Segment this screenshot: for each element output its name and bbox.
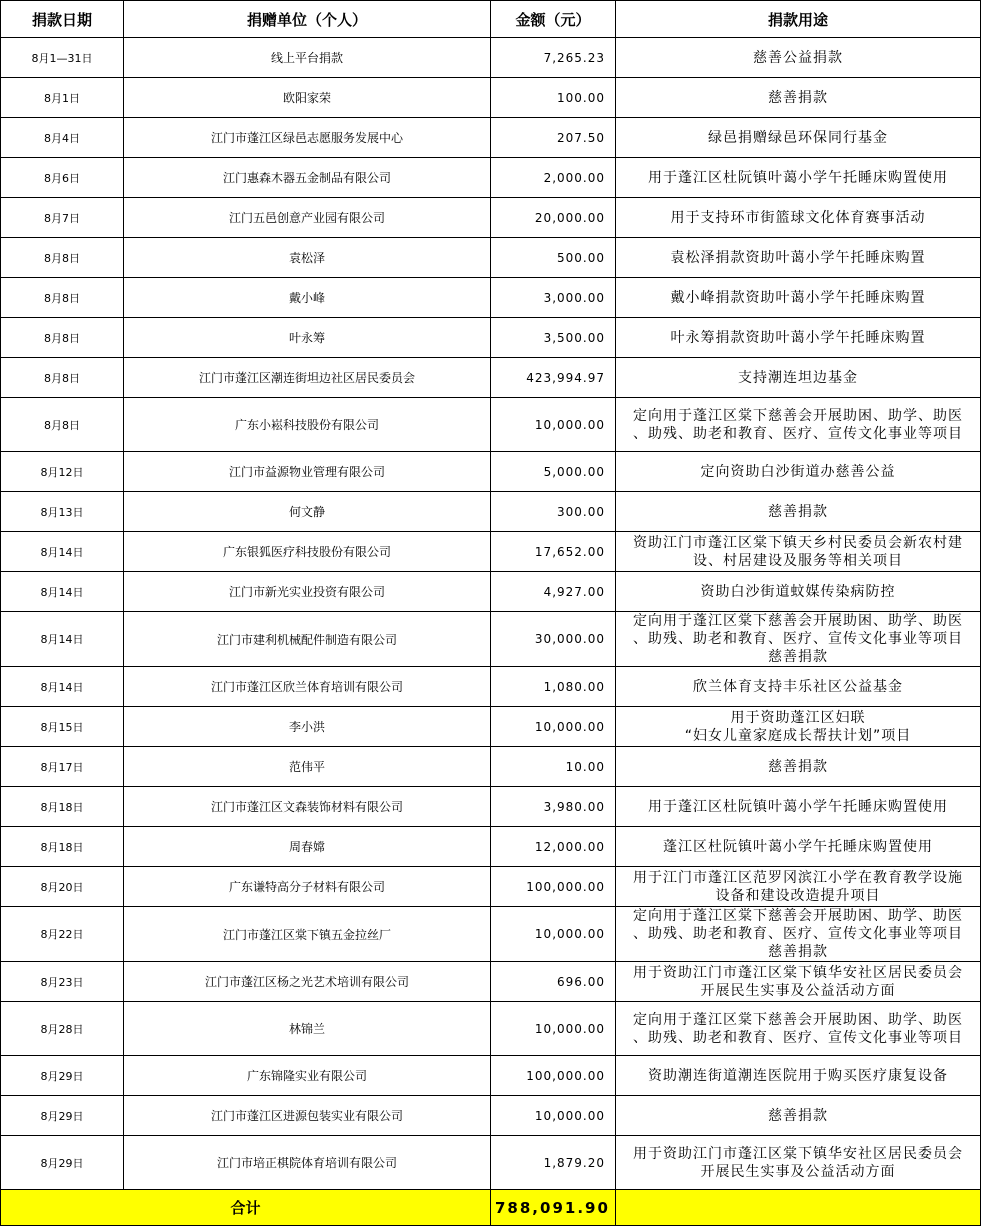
row-amount: 12,000.00 [491, 827, 616, 867]
table-row [1, 1002, 981, 1056]
row-donor: 欧阳家荣 [124, 78, 491, 118]
row-amount: 696.00 [491, 962, 616, 1002]
header-purpose: 捐款用途 [616, 1, 981, 38]
row-date: 8月17日 [1, 747, 124, 787]
table-row [1, 707, 981, 747]
total-amount: 788,091.90 [491, 1190, 616, 1226]
table-row [1, 158, 981, 198]
row-donor: 江门市蓬江区文森装饰材料有限公司 [124, 787, 491, 827]
row-purpose: 慈善公益捐款 [616, 38, 981, 78]
row-donor: 广东锦隆实业有限公司 [124, 1056, 491, 1096]
header-date: 捐款日期 [1, 1, 124, 38]
row-amount: 7,265.23 [491, 38, 616, 78]
row-purpose: 慈善捐款 [616, 747, 981, 787]
row-donor: 江门市蓬江区进源包装实业有限公司 [124, 1096, 491, 1136]
row-amount: 20,000.00 [491, 198, 616, 238]
row-amount: 5,000.00 [491, 452, 616, 492]
row-donor: 江门惠森木器五金制品有限公司 [124, 158, 491, 198]
row-date: 8月13日 [1, 492, 124, 532]
row-amount: 1,879.20 [491, 1136, 616, 1190]
row-purpose: 叶永筹捐款资助叶蔼小学午托睡床购置 [616, 318, 981, 358]
row-donor: 林锦兰 [124, 1002, 491, 1056]
row-donor: 江门市蓬江区杨之光艺术培训有限公司 [124, 962, 491, 1002]
row-date: 8月22日 [1, 907, 124, 962]
row-purpose: 绿邑捐赠绿邑环保同行基金 [616, 118, 981, 158]
row-amount: 10,000.00 [491, 1002, 616, 1056]
row-purpose: 蓬江区杜阮镇叶蔼小学午托睡床购置使用 [616, 827, 981, 867]
row-donor: 江门市培正棋院体育培训有限公司 [124, 1136, 491, 1190]
table-body [1, 38, 981, 1190]
row-amount: 10,000.00 [491, 1096, 616, 1136]
table-row [1, 867, 981, 907]
row-date: 8月29日 [1, 1136, 124, 1190]
row-date: 8月18日 [1, 827, 124, 867]
row-purpose: 戴小峰捐款资助叶蔼小学午托睡床购置 [616, 278, 981, 318]
row-purpose: 定向用于蓬江区棠下慈善会开展助困、助学、助医 、助残、助老和教育、医疗、宣传文化事业等项目 [616, 1002, 981, 1056]
row-donor: 广东银狐医疗科技股份有限公司 [124, 532, 491, 572]
row-amount: 207.50 [491, 118, 616, 158]
row-date: 8月8日 [1, 358, 124, 398]
row-purpose: 用于江门市蓬江区范罗冈滨江小学在教育教学设施 设备和建设改造提升项目 [616, 867, 981, 907]
row-donor: 叶永筹 [124, 318, 491, 358]
row-date: 8月8日 [1, 238, 124, 278]
row-purpose: 资助白沙街道蚊媒传染病防控 [616, 572, 981, 612]
row-donor: 江门市蓬江区欣兰体育培训有限公司 [124, 667, 491, 707]
table-row [1, 278, 981, 318]
table-row [1, 198, 981, 238]
table-row [1, 532, 981, 572]
row-purpose: 慈善捐款 [616, 492, 981, 532]
table-row [1, 452, 981, 492]
row-amount: 10,000.00 [491, 398, 616, 452]
table-row [1, 787, 981, 827]
row-donor: 袁松泽 [124, 238, 491, 278]
row-purpose: 定向用于蓬江区棠下慈善会开展助困、助学、助医 、助残、助老和教育、医疗、宣传文化事业等项目 [616, 398, 981, 452]
row-date: 8月7日 [1, 198, 124, 238]
row-date: 8月23日 [1, 962, 124, 1002]
row-date: 8月8日 [1, 278, 124, 318]
row-amount: 100.00 [491, 78, 616, 118]
table-row [1, 572, 981, 612]
row-donor: 广东谦特高分子材料有限公司 [124, 867, 491, 907]
row-date: 8月8日 [1, 318, 124, 358]
row-amount: 30,000.00 [491, 612, 616, 667]
table-row [1, 118, 981, 158]
table-row [1, 78, 981, 118]
row-amount: 300.00 [491, 492, 616, 532]
row-date: 8月1—31日 [1, 38, 124, 78]
row-purpose: 定向用于蓬江区棠下慈善会开展助困、助学、助医 、助残、助老和教育、医疗、宣传文化事业等项目 慈善捐款 [616, 612, 981, 667]
row-donor: 江门市建利机械配件制造有限公司 [124, 612, 491, 667]
row-amount: 3,980.00 [491, 787, 616, 827]
row-date: 8月1日 [1, 78, 124, 118]
row-amount: 10,000.00 [491, 907, 616, 962]
row-purpose: 支持潮连坦边基金 [616, 358, 981, 398]
row-purpose: 袁松泽捐款资助叶蔼小学午托睡床购置 [616, 238, 981, 278]
table-row [1, 667, 981, 707]
row-purpose: 定向资助白沙街道办慈善公益 [616, 452, 981, 492]
row-purpose: 用于蓬江区杜阮镇叶蔼小学午托睡床购置使用 [616, 158, 981, 198]
row-amount: 10.00 [491, 747, 616, 787]
table-row [1, 1056, 981, 1096]
row-donor: 线上平台捐款 [124, 38, 491, 78]
row-purpose: 定向用于蓬江区棠下慈善会开展助困、助学、助医 、助残、助老和教育、医疗、宣传文化事业等项目 慈善捐款 [616, 907, 981, 962]
row-purpose: 慈善捐款 [616, 78, 981, 118]
table-row [1, 962, 981, 1002]
row-purpose: 资助江门市蓬江区棠下镇天乡村民委员会新农村建 设、村居建设及服务等相关项目 [616, 532, 981, 572]
row-amount: 10,000.00 [491, 707, 616, 747]
row-date: 8月15日 [1, 707, 124, 747]
header-donor: 捐赠单位（个人） [124, 1, 491, 38]
row-date: 8月4日 [1, 118, 124, 158]
row-date: 8月14日 [1, 572, 124, 612]
row-donor: 范伟平 [124, 747, 491, 787]
table-row [1, 238, 981, 278]
row-date: 8月29日 [1, 1096, 124, 1136]
header-amount: 金额（元） [491, 1, 616, 38]
header-row [1, 1, 981, 38]
row-date: 8月14日 [1, 532, 124, 572]
row-donor: 李小洪 [124, 707, 491, 747]
row-purpose: 用于支持环市街篮球文化体育赛事活动 [616, 198, 981, 238]
total-row [1, 1190, 981, 1226]
row-donor: 戴小峰 [124, 278, 491, 318]
total-empty-cell [616, 1190, 981, 1226]
row-date: 8月8日 [1, 398, 124, 452]
row-purpose: 用于资助蓬江区妇联 “妇女儿童家庭成长帮扶计划”项目 [616, 707, 981, 747]
row-amount: 500.00 [491, 238, 616, 278]
row-purpose: 欣兰体育支持丰乐社区公益基金 [616, 667, 981, 707]
row-purpose: 用于资助江门市蓬江区棠下镇华安社区居民委员会 开展民生实事及公益活动方面 [616, 1136, 981, 1190]
table-row [1, 907, 981, 962]
total-label: 合计 [1, 1190, 491, 1226]
row-amount: 2,000.00 [491, 158, 616, 198]
row-amount: 3,000.00 [491, 278, 616, 318]
row-amount: 100,000.00 [491, 1056, 616, 1096]
table-row [1, 827, 981, 867]
table-row [1, 1096, 981, 1136]
table-row [1, 747, 981, 787]
table-row [1, 612, 981, 667]
row-date: 8月14日 [1, 612, 124, 667]
row-donor: 何文静 [124, 492, 491, 532]
table-row [1, 358, 981, 398]
row-date: 8月6日 [1, 158, 124, 198]
row-donor: 江门市蓬江区潮连街坦边社区居民委员会 [124, 358, 491, 398]
row-amount: 423,994.97 [491, 358, 616, 398]
row-purpose: 用于资助江门市蓬江区棠下镇华安社区居民委员会 开展民生实事及公益活动方面 [616, 962, 981, 1002]
table-row [1, 38, 981, 78]
row-amount: 17,652.00 [491, 532, 616, 572]
row-date: 8月18日 [1, 787, 124, 827]
row-donor: 广东小崧科技股份有限公司 [124, 398, 491, 452]
row-date: 8月12日 [1, 452, 124, 492]
row-date: 8月14日 [1, 667, 124, 707]
row-donor: 江门五邑创意产业园有限公司 [124, 198, 491, 238]
row-donor: 江门市蓬江区绿邑志愿服务发展中心 [124, 118, 491, 158]
row-date: 8月20日 [1, 867, 124, 907]
row-donor: 江门市新光实业投资有限公司 [124, 572, 491, 612]
table-row [1, 1136, 981, 1190]
table-row [1, 492, 981, 532]
row-purpose: 资助潮连街道潮连医院用于购买医疗康复设备 [616, 1056, 981, 1096]
row-amount: 1,080.00 [491, 667, 616, 707]
row-date: 8月28日 [1, 1002, 124, 1056]
row-donor: 周春嫦 [124, 827, 491, 867]
row-purpose: 用于蓬江区杜阮镇叶蔼小学午托睡床购置使用 [616, 787, 981, 827]
row-date: 8月29日 [1, 1056, 124, 1096]
row-purpose: 慈善捐款 [616, 1096, 981, 1136]
row-amount: 3,500.00 [491, 318, 616, 358]
row-amount: 4,927.00 [491, 572, 616, 612]
row-donor: 江门市蓬江区棠下镇五金拉丝厂 [124, 907, 491, 962]
row-donor: 江门市益源物业管理有限公司 [124, 452, 491, 492]
row-amount: 100,000.00 [491, 867, 616, 907]
table-row [1, 398, 981, 452]
table-row [1, 318, 981, 358]
